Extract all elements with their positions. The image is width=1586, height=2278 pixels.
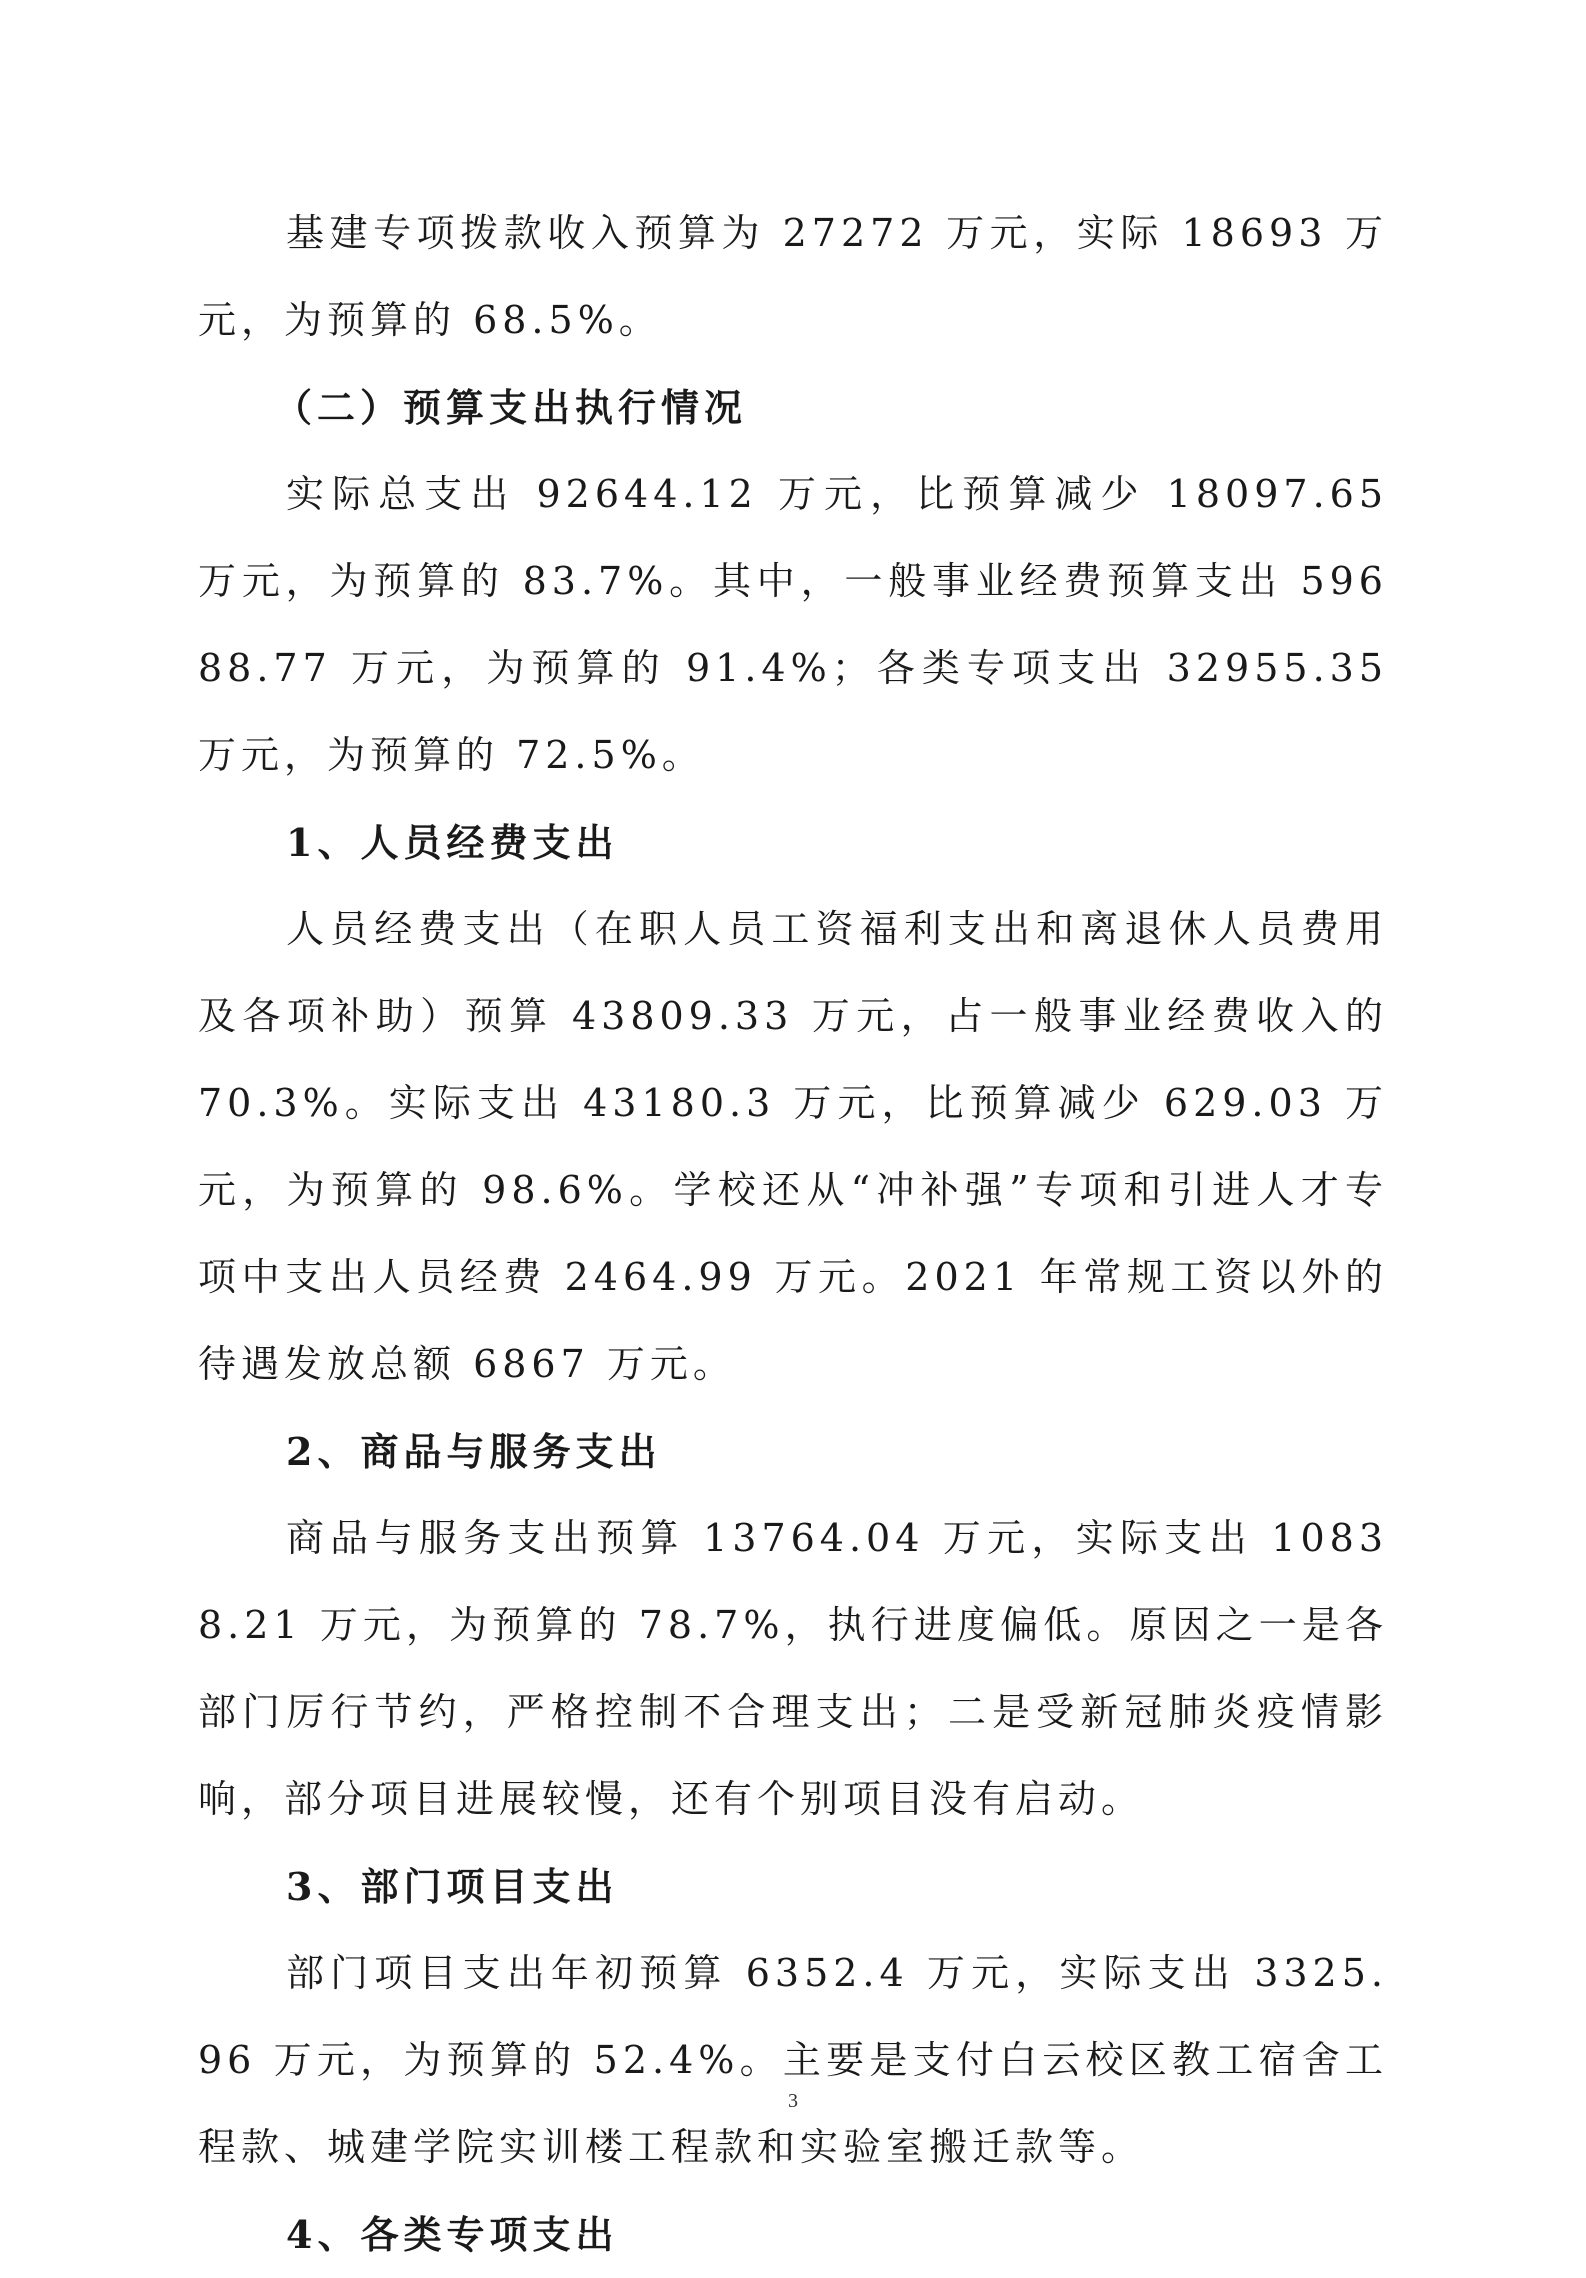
paragraph-department-project-expenditure: 部门项目支出年初预算 6352.4 万元，实际支出 3325.96 万元，为预算的 52.4%。主要是支付白云校区教工宿舍工程款、城建学院实训楼工程款和实验室搬迁款等。 [198, 1951, 1388, 2169]
paragraph-personnel-expenditure: 人员经费支出（在职人员工资福利支出和离退休人员费用及各项补助）预算 43809.33 万元，占一般事业经费收入的 70.3%。实际支出 43180.3 万元，比预算减少 629.03 万元，为预算的 98.6%。学校还从“冲补强”专项和引进人才专项中支出人员经费 2464.99 万元。2021 年常规工资以外的待遇发放总额 6867 万元。 [198, 907, 1388, 1386]
section-heading-budget-expenditure: （二）预算支出执行情况 [274, 385, 748, 430]
paragraph-total-expenditure: 实际总支出 92644.12 万元，比预算减少 18097.65 万元，为预算的 83.7%。其中，一般事业经费预算支出 59688.77 万元，为预算的 91.4%；各类专项支出 32955.35 万元，为预算的 72.5%。 [198, 472, 1388, 777]
subheading-special-project-expenditure: 4、各类专项支出 [286, 2212, 619, 2257]
paragraph-goods-services-expenditure: 商品与服务支出预算 13764.04 万元，实际支出 10838.21 万元，为预算的 78.7%，执行进度偏低。原因之一是各部门厉行节约，严格控制不合理支出；二是受新冠肺炎疫情影响，部分项目进展较慢，还有个别项目没有启动。 [198, 1516, 1388, 1821]
page-number: 3 [788, 2090, 798, 2112]
document-body [198, 190, 1388, 2278]
paragraph-capital-construction-income: 基建专项拨款收入预算为 27272 万元，实际 18693 万元，为预算的 68.5%。 [198, 211, 1388, 342]
subheading-goods-services-expenditure: 2、商品与服务支出 [286, 1429, 662, 1474]
subheading-department-project-expenditure: 3、部门项目支出 [286, 1864, 619, 1909]
subheading-personnel-expenditure: 1、人员经费支出 [286, 820, 619, 865]
